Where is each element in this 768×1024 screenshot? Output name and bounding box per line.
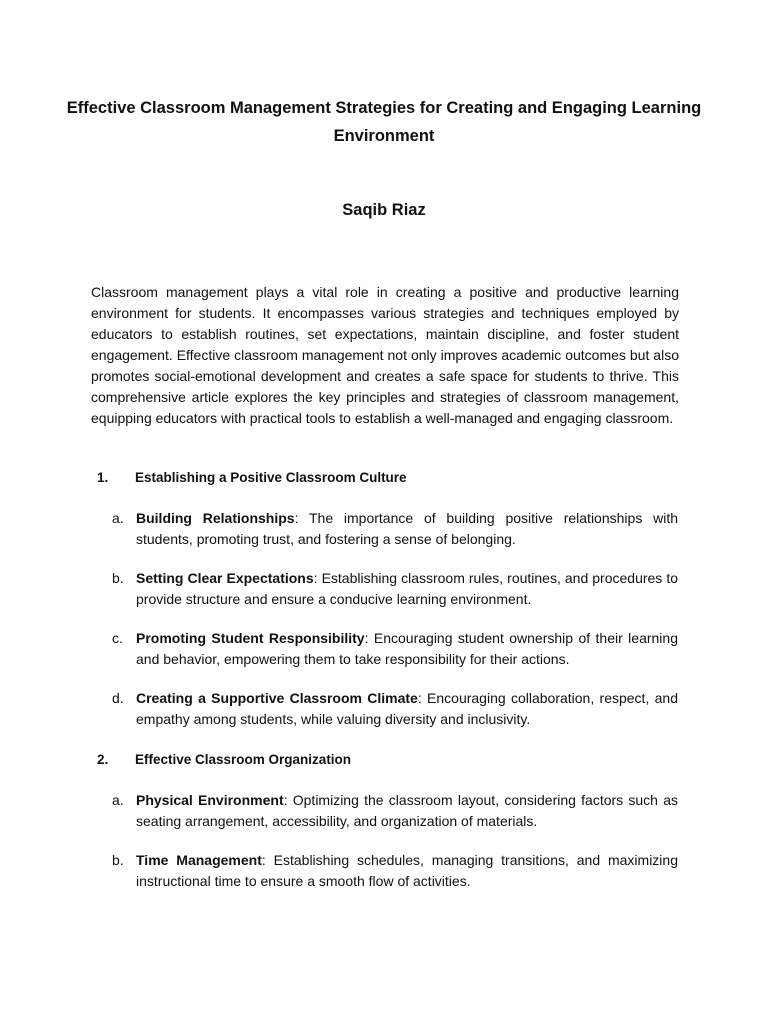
item-text: : Encouraging collaboration, respect, and empathy among students, while valuing diversity and inclusivity.	[136, 690, 678, 727]
item-term: Time Management	[136, 852, 262, 868]
item-text: : The importance of building positive relationships with students, promoting trust, and fostering a sense of belonging.	[136, 510, 678, 547]
section-number: 1.	[97, 470, 109, 485]
item-text: : Establishing classroom rules, routines, and procedures to provide structure and ensure a conducive learning environment.	[136, 570, 678, 607]
list-item	[112, 568, 678, 610]
item-letter: c.	[112, 630, 123, 646]
section-heading	[97, 750, 677, 770]
section-title: Effective Classroom Organization	[135, 752, 352, 767]
item-letter: a.	[112, 792, 124, 808]
item-letter: b.	[112, 852, 124, 868]
list-item	[112, 628, 678, 670]
item-text: : Establishing schedules, managing transitions, and maximizing instructional time to ensure a smooth flow of activities.	[136, 852, 678, 889]
item-letter: b.	[112, 570, 124, 586]
item-term: Setting Clear Expectations	[136, 570, 314, 586]
item-term: Physical Environment	[136, 792, 284, 808]
list-item	[112, 790, 678, 832]
section-heading	[97, 468, 677, 488]
item-text: : Encouraging student ownership of their learning and behavior, empowering them to take responsibility for their actions.	[136, 630, 678, 667]
list-item	[112, 508, 678, 550]
item-term: Promoting Student Responsibility	[136, 630, 365, 646]
list-item	[112, 688, 678, 730]
item-term: Building Relationships	[136, 510, 295, 526]
intro-paragraph: Classroom management plays a vital role in creating a positive and productive learning environment for students. It encompasses various strategies and techniques employed by educators to establish routines, set expectations, maintain discipline, and foster student engagement. Effective classroom management not only improves academic outcomes but also promotes social-emotional development and creates a safe space for students to thrive. This comprehensive article explores the key principles and strategies of classroom management, equipping educators with practical tools to establish a well-managed and engaging classroom.	[91, 284, 679, 426]
author-name: Saqib Riaz	[342, 201, 426, 219]
list-item	[112, 850, 678, 892]
document-title: Effective Classroom Management Strategies for Creating and Engaging Learning Environment	[66, 99, 702, 145]
item-text: : Optimizing the classroom layout, considering factors such as seating arrangement, accessibility, and organization of materials.	[136, 792, 678, 829]
item-letter: d.	[112, 690, 124, 706]
item-term: Creating a Supportive Classroom Climate	[136, 690, 418, 706]
section-number: 2.	[97, 752, 109, 767]
item-letter: a.	[112, 510, 124, 526]
section-title: Establishing a Positive Classroom Culture	[135, 470, 407, 485]
